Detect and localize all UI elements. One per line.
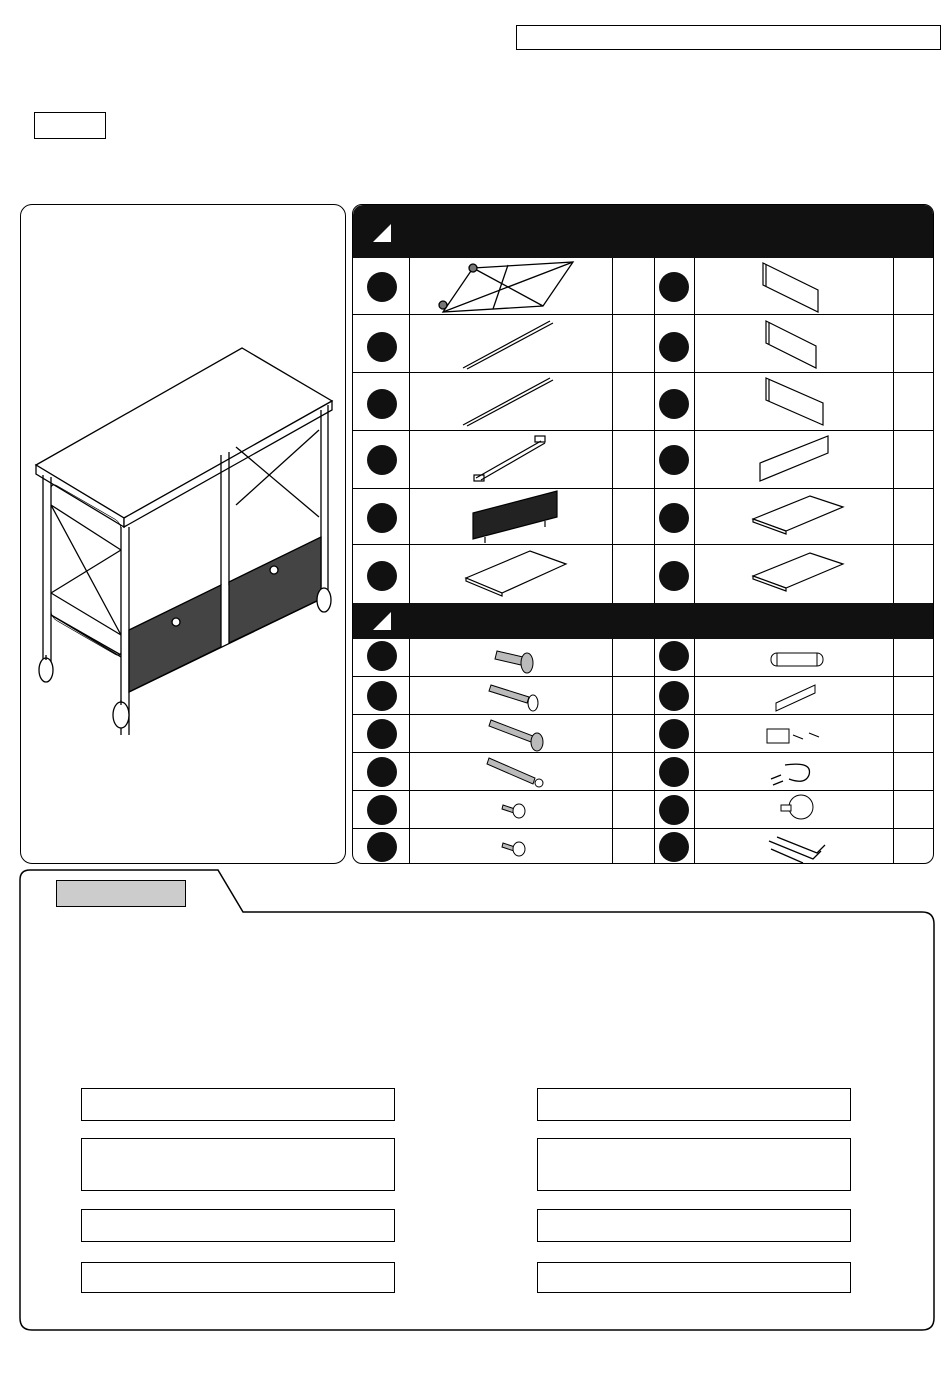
- note-box: [81, 1088, 395, 1121]
- mounting-plate-icon: [773, 681, 823, 715]
- dowel-icon: [763, 645, 833, 675]
- part-id-marker: [367, 389, 397, 419]
- shelf-panel-part-icon: [748, 548, 848, 603]
- part-id-marker: [367, 681, 397, 711]
- small-screw-icon: [501, 833, 531, 863]
- part-id-marker: [659, 445, 689, 475]
- part-id-marker: [659, 272, 689, 302]
- long-rail-part-icon: [458, 318, 558, 373]
- part-id-marker: [367, 641, 397, 671]
- note-box: [81, 1262, 395, 1293]
- drawer-front-part-icon: [465, 491, 565, 546]
- side-panel-part-icon: [761, 318, 831, 373]
- part-id-marker: [367, 719, 397, 749]
- step-box: [34, 112, 106, 139]
- long-rail-part-icon: [458, 375, 558, 430]
- side-panel-part-icon: [761, 375, 831, 430]
- bottom-panel-part-icon: [458, 548, 568, 603]
- console-illustration: [21, 205, 347, 865]
- title-box: [516, 25, 941, 50]
- part-id-marker: [659, 641, 689, 671]
- note-box: [537, 1138, 851, 1191]
- part-id-marker: [367, 445, 397, 475]
- part-id-marker: [367, 503, 397, 533]
- allen-key-icon: [763, 831, 833, 864]
- part-id-marker: [367, 272, 397, 302]
- part-id-marker: [367, 832, 397, 862]
- knob-icon: [777, 791, 817, 829]
- part-id-marker: [367, 795, 397, 825]
- part-id-marker: [659, 719, 689, 749]
- part-id-marker: [659, 332, 689, 362]
- panels-section-header: [353, 205, 934, 258]
- part-id-marker: [367, 332, 397, 362]
- hardware-section-header: [353, 603, 934, 639]
- note-box: [81, 1209, 395, 1242]
- small-screw-icon: [501, 795, 531, 825]
- long-screw-icon: [489, 716, 549, 754]
- part-id-marker: [659, 561, 689, 591]
- anti-tip-strap-icon: [765, 755, 825, 791]
- shelf-panel-part-icon: [748, 491, 848, 546]
- part-id-marker: [659, 795, 689, 825]
- product-view-panel: [20, 204, 346, 864]
- part-id-marker: [367, 561, 397, 591]
- note-box: [81, 1138, 395, 1191]
- top-strip-part-icon: [755, 433, 835, 488]
- support-bar-part-icon: [471, 433, 551, 488]
- part-id-marker: [659, 832, 689, 862]
- back-panel-part-icon: [758, 260, 828, 315]
- note-box: [537, 1209, 851, 1242]
- notes-tab-label: [56, 880, 186, 907]
- part-id-marker: [659, 503, 689, 533]
- screw-icon: [489, 679, 545, 715]
- magnet-catch-icon: [761, 717, 831, 753]
- threaded-rod-icon: [487, 754, 547, 792]
- part-id-marker: [659, 389, 689, 419]
- triangle-marker-icon: [373, 224, 391, 242]
- part-id-marker: [659, 757, 689, 787]
- bolt-icon: [493, 641, 543, 677]
- triangle-marker-icon: [373, 612, 391, 630]
- part-id-marker: [367, 757, 397, 787]
- part-id-marker: [659, 681, 689, 711]
- parts-table: [352, 204, 934, 864]
- note-box: [537, 1262, 851, 1293]
- note-box: [537, 1088, 851, 1121]
- side-frame-part-icon: [433, 260, 593, 315]
